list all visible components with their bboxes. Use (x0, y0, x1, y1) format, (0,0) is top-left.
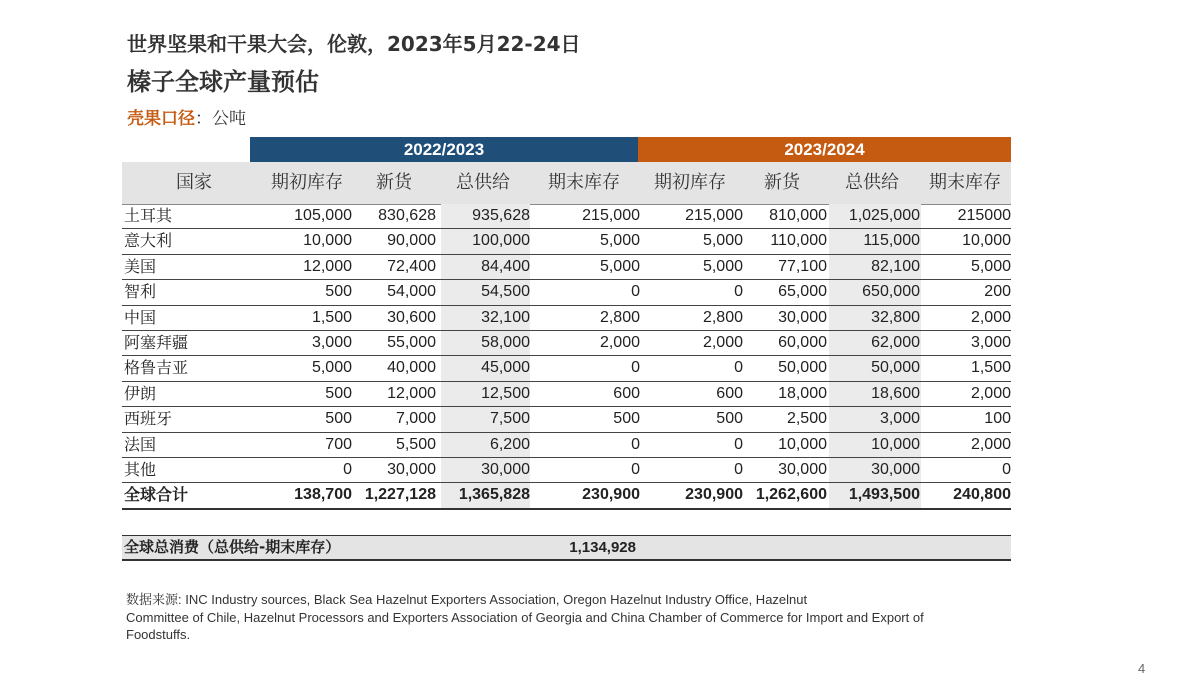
col-header-total-supply: 总供给 (456, 172, 510, 193)
table-row (122, 229, 1011, 254)
table-total-row (122, 483, 1011, 509)
value-cell: 935,628 (472, 207, 530, 224)
value-cell: 30,000 (778, 308, 827, 326)
value-cell: 90,000 (387, 232, 436, 250)
value-cell: 5,000 (311, 359, 352, 377)
table-row (122, 382, 1011, 407)
table-row (122, 255, 1011, 280)
value-cell: 0 (1002, 460, 1011, 478)
value-cell: 77,100 (778, 257, 827, 275)
consumption-label: 全球总消费（总供给-期末库存） (124, 538, 341, 556)
value-cell: 2,000 (702, 333, 743, 351)
value-cell: 5,000 (599, 257, 640, 275)
total-value-cell: 1,262,600 (755, 486, 827, 504)
value-cell: 5,500 (395, 435, 436, 453)
value-cell: 7,000 (395, 410, 436, 428)
table-row (122, 204, 1011, 229)
value-cell: 830,628 (378, 207, 436, 224)
conference-line: 世界坚果和干果大会，伦敦，2023年5月22-24日 (127, 32, 581, 56)
value-cell: 3,000 (311, 333, 352, 351)
value-cell: 18,000 (778, 384, 827, 402)
value-cell: 7,500 (489, 410, 530, 428)
value-cell: 6,200 (489, 435, 530, 453)
value-cell: 105,000 (294, 207, 352, 224)
col-header-country: 国家 (176, 172, 212, 193)
col-header-opening-stock: 期初库存 (654, 172, 726, 193)
value-cell: 0 (631, 435, 640, 453)
total-value-cell: 1,493,500 (848, 486, 920, 504)
value-cell: 10,000 (303, 232, 352, 250)
source-line-1: 数据来源: INC Industry sources, Black Sea Hazelnut Exporters Association, Oregon Hazelnut Industry Office, Hazelnut (126, 592, 808, 607)
total-value-cell: 138,700 (294, 486, 352, 504)
col-header-closing-stock: 期末库存 (548, 172, 620, 193)
value-cell: 32,100 (481, 308, 530, 326)
value-cell: 2,500 (786, 410, 827, 428)
col-header-new-crop: 新货 (764, 172, 800, 193)
value-cell: 0 (734, 460, 743, 478)
season-header-2022: 2022/2023 (250, 137, 638, 162)
value-cell: 30,000 (387, 460, 436, 478)
value-cell: 2,000 (599, 333, 640, 351)
table-row (122, 407, 1011, 432)
table-row (122, 433, 1011, 458)
value-cell: 215000 (957, 207, 1011, 224)
data-table (122, 204, 1011, 510)
value-cell: 12,500 (481, 384, 530, 402)
table-row (122, 331, 1011, 356)
column-header-row (122, 162, 1011, 205)
total-value-cell: 240,800 (953, 486, 1011, 504)
country-cell: 中国 (124, 307, 157, 327)
col-header-opening-stock: 期初库存 (271, 172, 343, 193)
value-cell: 72,400 (387, 257, 436, 275)
col-header-total-supply: 总供给 (845, 172, 899, 193)
value-cell: 0 (734, 283, 743, 301)
value-cell: 50,000 (778, 359, 827, 377)
value-cell: 30,000 (778, 460, 827, 478)
page-title: 榛子全球产量预估 (127, 68, 319, 96)
source-line-3: Foodstuffs. (126, 627, 191, 642)
value-cell: 5,000 (702, 257, 743, 275)
value-cell: 65,000 (778, 283, 827, 301)
value-cell: 82,100 (871, 257, 920, 275)
table-row (122, 458, 1011, 483)
country-cell: 格鲁吉亚 (124, 358, 189, 378)
value-cell: 2,000 (970, 435, 1011, 453)
value-cell: 30,600 (387, 308, 436, 326)
consumption-value: 1,134,928 (569, 539, 636, 556)
value-cell: 3,000 (879, 410, 920, 428)
value-cell: 115,000 (863, 232, 920, 250)
value-cell: 100,000 (472, 232, 530, 250)
unit-label: 壳果口径 (127, 109, 195, 129)
value-cell: 215,000 (582, 207, 640, 224)
value-cell: 58,000 (481, 333, 530, 351)
country-cell: 法国 (124, 434, 157, 454)
global-consumption-row (122, 535, 1011, 561)
value-cell: 0 (734, 435, 743, 453)
value-cell: 215,000 (685, 207, 743, 224)
table-row (122, 306, 1011, 331)
value-cell: 5,000 (702, 232, 743, 250)
value-cell: 810,000 (769, 207, 827, 224)
country-cell: 美国 (124, 256, 157, 276)
country-cell: 西班牙 (124, 409, 173, 429)
country-cell: 阿塞拜疆 (124, 332, 189, 352)
source-line-2: Committee of Chile, Hazelnut Processors and Exporters Association of Georgia and China Chamber of Commerce for Import and Export of (126, 609, 924, 625)
total-value-cell: 1,365,828 (458, 486, 530, 504)
value-cell: 500 (325, 384, 352, 402)
value-cell: 0 (734, 359, 743, 377)
value-cell: 60,000 (778, 333, 827, 351)
value-cell: 1,500 (311, 308, 352, 326)
country-cell: 伊朗 (124, 383, 157, 403)
value-cell: 1,500 (970, 359, 1011, 377)
value-cell: 10,000 (778, 435, 827, 453)
value-cell: 12,000 (387, 384, 436, 402)
value-cell: 5,000 (599, 232, 640, 250)
value-cell: 45,000 (481, 359, 530, 377)
value-cell: 0 (631, 460, 640, 478)
country-cell: 智利 (124, 282, 157, 302)
total-value-cell: 230,900 (582, 486, 640, 504)
table-row (122, 356, 1011, 381)
value-cell: 500 (613, 410, 640, 428)
value-cell: 54,000 (387, 283, 436, 301)
country-cell: 意大利 (124, 231, 173, 251)
country-cell: 土耳其 (124, 206, 173, 225)
value-cell: 2,800 (702, 308, 743, 326)
value-cell: 40,000 (387, 359, 436, 377)
value-cell: 1,025,000 (848, 207, 920, 224)
unit-value: 公吨 (212, 109, 246, 129)
value-cell: 30,000 (481, 460, 530, 478)
country-cell: 其他 (124, 459, 157, 479)
value-cell: 10,000 (871, 435, 920, 453)
value-cell: 3,000 (970, 333, 1011, 351)
value-cell: 200 (984, 283, 1011, 301)
value-cell: 54,500 (481, 283, 530, 301)
data-source-note (126, 591, 976, 644)
unit-line (127, 104, 246, 129)
value-cell: 2,000 (970, 308, 1011, 326)
value-cell: 2,800 (599, 308, 640, 326)
season-header-2023: 2023/2024 (638, 137, 1011, 162)
value-cell: 700 (325, 435, 352, 453)
value-cell: 500 (325, 283, 352, 301)
table-row (122, 280, 1011, 305)
value-cell: 600 (716, 384, 743, 402)
unit-separator: ： (195, 109, 212, 129)
total-label: 全球合计 (124, 485, 189, 505)
value-cell: 12,000 (303, 257, 352, 275)
total-value-cell: 230,900 (685, 486, 743, 504)
value-cell: 600 (613, 384, 640, 402)
value-cell: 2,000 (970, 384, 1011, 402)
value-cell: 32,800 (871, 308, 920, 326)
value-cell: 5,000 (970, 257, 1011, 275)
col-header-new-crop: 新货 (376, 172, 412, 193)
value-cell: 62,000 (871, 333, 920, 351)
value-cell: 84,400 (481, 257, 530, 275)
value-cell: 10,000 (962, 232, 1011, 250)
value-cell: 110,000 (770, 232, 827, 250)
value-cell: 18,600 (871, 384, 920, 402)
value-cell: 30,000 (871, 460, 920, 478)
value-cell: 0 (631, 359, 640, 377)
value-cell: 650,000 (862, 283, 920, 301)
col-header-closing-stock: 期末库存 (929, 172, 1001, 193)
value-cell: 50,000 (871, 359, 920, 377)
value-cell: 500 (716, 410, 743, 428)
value-cell: 100 (984, 410, 1011, 428)
total-value-cell: 1,227,128 (364, 486, 436, 504)
value-cell: 0 (631, 283, 640, 301)
page-number: 4 (1138, 661, 1146, 676)
value-cell: 55,000 (387, 333, 436, 351)
value-cell: 0 (343, 460, 352, 478)
value-cell: 500 (325, 410, 352, 428)
